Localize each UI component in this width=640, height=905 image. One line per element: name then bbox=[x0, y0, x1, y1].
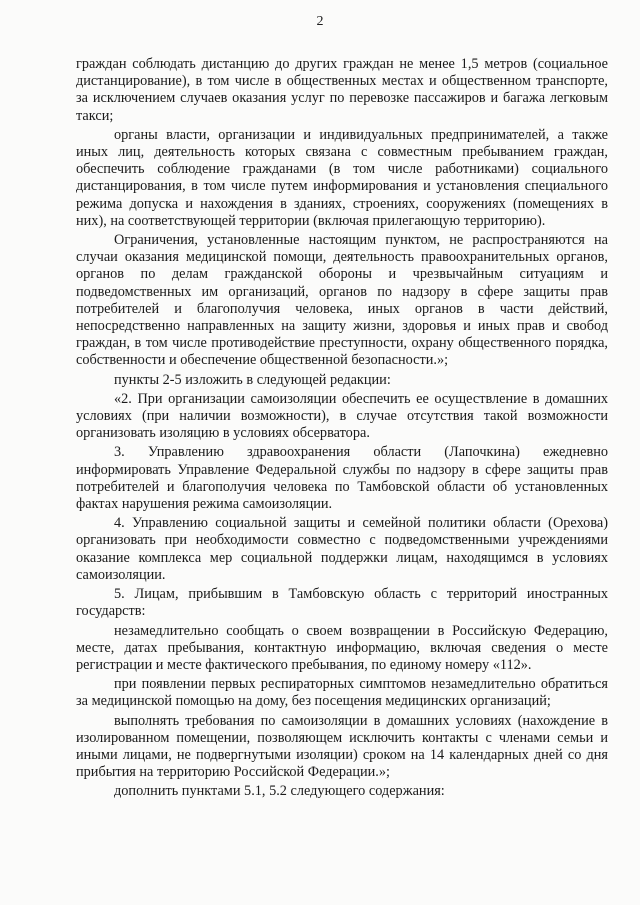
paragraph: 3. Управлению здравоохранения области (Лапочкина) ежедневно информировать Управление Федеральной службы по надзору в сфере защиты прав потребителей и благополучия человека по Тамбовской области об установленных фактах нарушения режима самоизоляции. bbox=[76, 444, 608, 513]
paragraph: выполнять требования по самоизоляции в домашних условиях (нахождение в изолированном помещении, позволяющем исключить контакты с членами семьи и иными лицами, не подвергнутыми изоляции) сроком на 14 календарных дней со дня прибытия на территорию Российской Федерации.»; bbox=[76, 712, 608, 781]
paragraph-continuation: граждан соблюдать дистанцию до других граждан не менее 1,5 метров (социальное дистанцирование), в том числе в общественных местах и общественном транспорте, за исключением случаев оказания услуг по перевозке пассажиров и багажа легковым такси; bbox=[76, 56, 608, 124]
paragraph: 5. Лицам, прибывшим в Тамбовскую область с территорий иностранных государств: bbox=[76, 586, 608, 620]
paragraph: при появлении первых респираторных симптомов незамедлительно обратиться за медицинской помощью на дому, без посещения медицинских организаций; bbox=[76, 676, 608, 710]
paragraph: «2. При организации самоизоляции обеспечить ее осуществление в домашних условиях (при наличии возможности), в случае отсутствия такой возможности организовать изоляцию в условиях обсерватора. bbox=[76, 390, 608, 442]
paragraph: Ограничения, установленные настоящим пунктом, не распространяются на случаи оказания медицинской помощи, деятельность правоохранительных органов, органов по делам гражданской обороны и чрезвычайным ситуациям и подведомственных им организаций, органов по надзору в сфере защиты прав потребителей и благополучия человека, иных органов в части действий, непосредственно направленных на защиту жизни, здоровья и иных прав и свобод граждан, в том числе противодействие преступности, охрану общественного порядка, собственности и обеспечение общественной безопасности.»; bbox=[76, 232, 608, 369]
paragraph: пункты 2-5 изложить в следующей редакции: bbox=[114, 371, 391, 388]
paragraph: органы власти, организации и индивидуальных предпринимателей, а также иных лиц, деятельность которых связана с совместным пребыванием граждан, обеспечить соблюдение гражданами (в том числе работниками) социального дистанцирования, в том числе путем информирования и установления специального режима допуска и нахождения в зданиях, строениях, сооружениях (помещениях в них), на соответствующей территории (включая прилегающую территорию). bbox=[76, 126, 608, 229]
paragraph: незамедлительно сообщать о своем возвращении в Российскую Федерацию, месте, датах пребывания, контактную информацию, включая сведения о месте регистрации и месте фактического пребывания, по единому номеру «112». bbox=[76, 622, 608, 673]
paragraph: дополнить пунктами 5.1, 5.2 следующего содержания: bbox=[114, 783, 445, 800]
document-body bbox=[76, 56, 608, 803]
paragraph: 4. Управлению социальной защиты и семейной политики области (Орехова) организовать при необходимости совместно с подведомственными учреждениями оказание комплекса мер социальной поддержки лицам, находящимся в условиях самоизоляции. bbox=[76, 515, 608, 583]
page-number: 2 bbox=[316, 14, 324, 29]
